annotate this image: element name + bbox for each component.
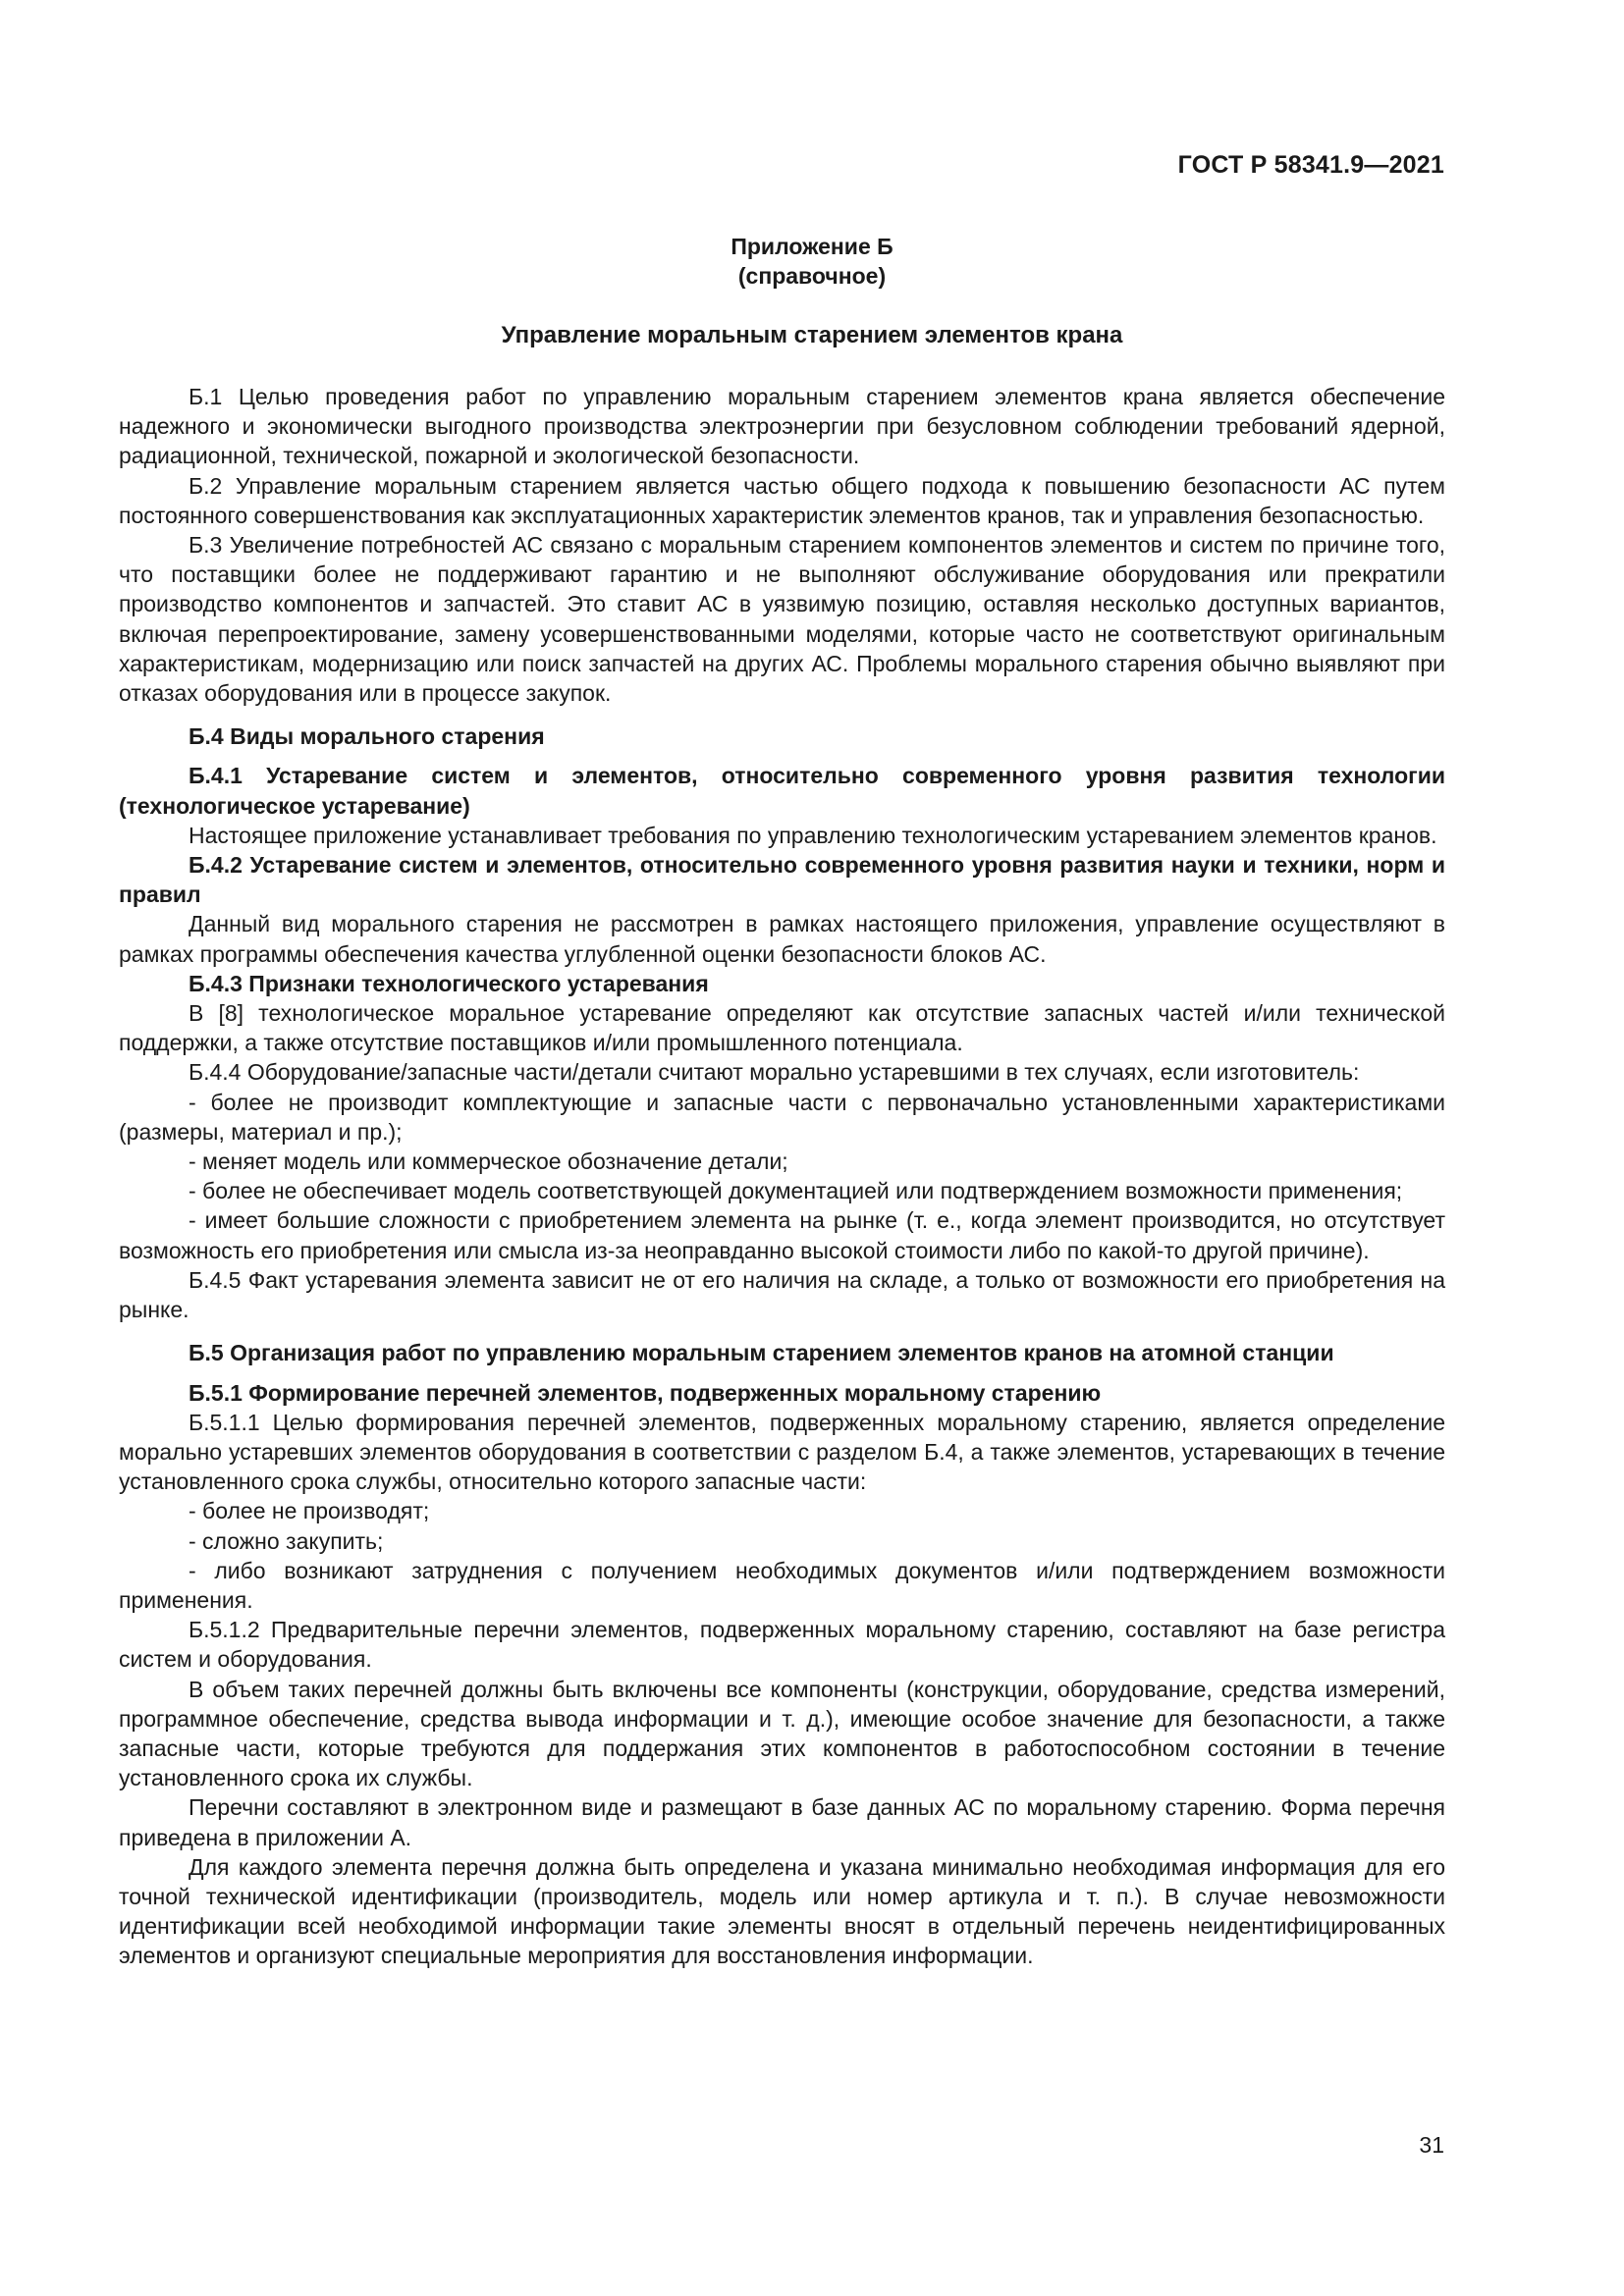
heading-b4: Б.4 Виды морального старения [189, 723, 545, 750]
paragraph-b512-identification: Для каждого элемента перечня должна быть определена и указана минимально необходимая информация для его точной технической идентификации (производитель, модель или номер артикула и т. п.). В случае невозможности идентификации всей необходимой информации такие элементы вносят в отдельный перечень неидентифицированных элементов и организуют специальные мероприятия для восстановления информации. [119, 1853, 1445, 1969]
document-number-header: ГОСТ Р 58341.9—2021 [1177, 151, 1444, 179]
paragraph-b2: Б.2 Управление моральным старением является частью общего подхода к повышению безопасности АС путем постоянного совершенствования как эксплуатационных характеристик элементов кранов, так и управления безопасностью. [119, 472, 1445, 528]
paragraph-b1: Б.1 Целью проведения работ по управлению моральным старением элементов крана является обеспечение надежного и экономически выгодного производства электроэнергии при безусловном соблюдении требований ядерной, радиационной, технической, пожарной и экологической безопасности. [119, 384, 1445, 469]
list-item: - имеет большие сложности с приобретением элемента на рынке (т. е., когда элемент производится, но отсутствует возможность его приобретения или смысла из-за неоправданно высокой стоимости либо по какой-то другой причине). [119, 1207, 1445, 1263]
paragraph-b511: Б.5.1.1 Целью формирования перечней элементов, подверженных моральному старению, является определение морально устаревших элементов оборудования в соответствии с разделом Б.4, а также элементов, устаревающих в течение установленного срока службы, относительно которого запасные части: [119, 1409, 1445, 1495]
list-item: - более не производит комплектующие и запасные части с первоначально установленными характеристиками (размеры, материал и пр.); [119, 1089, 1445, 1145]
list-item: - сложно закупить; [189, 1527, 384, 1554]
paragraph-b42: Данный вид морального старения не рассмотрен в рамках настоящего приложения, управление осуществляют в рамках программы обеспечения качества углубленной оценки безопасности блоков АС. [119, 911, 1445, 967]
annex-type: (справочное) [737, 263, 887, 289]
paragraph-b512-scope: В объем таких перечней должны быть включены все компоненты (конструкции, оборудование, средства измерений, программное обеспечение, средства вывода информации и т. д.), имеющие особое значение для безопасности, а также запасные части, которые требуются для поддержания этих компонентов в работоспособном состоянии в течение установленного срока их службы. [119, 1676, 1445, 1791]
paragraph-b512: Б.5.1.2 Предварительные перечни элементов, подверженных моральному старению, составляют на базе регистра систем и оборудования. [119, 1617, 1445, 1673]
heading-b42: Б.4.2 Устаревание систем и элементов, относительно современного уровня развития науки и техники, норм и правил [119, 852, 1445, 908]
paragraph-b43: В [8] технологическое моральное устаревание определяют как отсутствие запасных частей и/или технической поддержки, а также отсутствие поставщиков и/или промышленного потенциала. [119, 1000, 1445, 1056]
heading-b41: Б.4.1 Устаревание систем и элементов, относительно современного уровня развития технологии (технологическое устаревание) [119, 763, 1445, 819]
document-body [119, 382, 1445, 1971]
section-title: Управление моральным старением элементов крана [501, 322, 1123, 348]
annex-title: Приложение Б [731, 234, 893, 259]
page-number: 31 [1419, 2132, 1444, 2158]
annex-heading [0, 232, 1624, 291]
heading-b43: Б.4.3 Признаки технологического устаревания [189, 970, 709, 996]
heading-b5: Б.5 Организация работ по управлению моральным старением элементов кранов на атомной станции [189, 1340, 1334, 1366]
list-item: - либо возникают затруднения с получением необходимых документов и/или подтверждением возможности применения. [119, 1557, 1445, 1613]
paragraph-b44: Б.4.4 Оборудование/запасные части/детали считают морально устаревшими в тех случаях, если изготовитель: [189, 1059, 1360, 1086]
heading-b51: Б.5.1 Формирование перечней элементов, подверженных моральному старению [189, 1379, 1102, 1406]
list-item: - более не производят; [189, 1498, 430, 1524]
list-item: - меняет модель или коммерческое обозначение детали; [189, 1148, 788, 1175]
paragraph-b512-form: Перечни составляют в электронном виде и размещают в базе данных АС по моральному старению. Форма перечня приведена в приложении А. [119, 1794, 1445, 1850]
paragraph-b41: Настоящее приложение устанавливает требования по управлению технологическим устареванием элементов кранов. [189, 822, 1437, 848]
paragraph-b3: Б.3 Увеличение потребностей АС связано с моральным старением компонентов элементов и систем по причине того, что поставщики более не поддерживают гарантию и не выполняют обслуживание оборудования или прекратили производство компонентов и запчастей. Это ставит АС в уязвимую позицию, оставляя несколько доступных вариантов, включая перепроектирование, замену усовершенствованными моделями, которые часто не соответствуют оригинальным характеристикам, модернизацию или поиск запчастей на других АС. Проблемы морального старения обычно выявляют при отказах оборудования или в процессе закупок. [119, 532, 1445, 707]
list-item: - более не обеспечивает модель соответствующей документацией или подтверждением возможности применения; [189, 1178, 1403, 1204]
paragraph-b45: Б.4.5 Факт устаревания элемента зависит не от его наличия на складе, а только от возможности его приобретения на рынке. [119, 1266, 1445, 1323]
